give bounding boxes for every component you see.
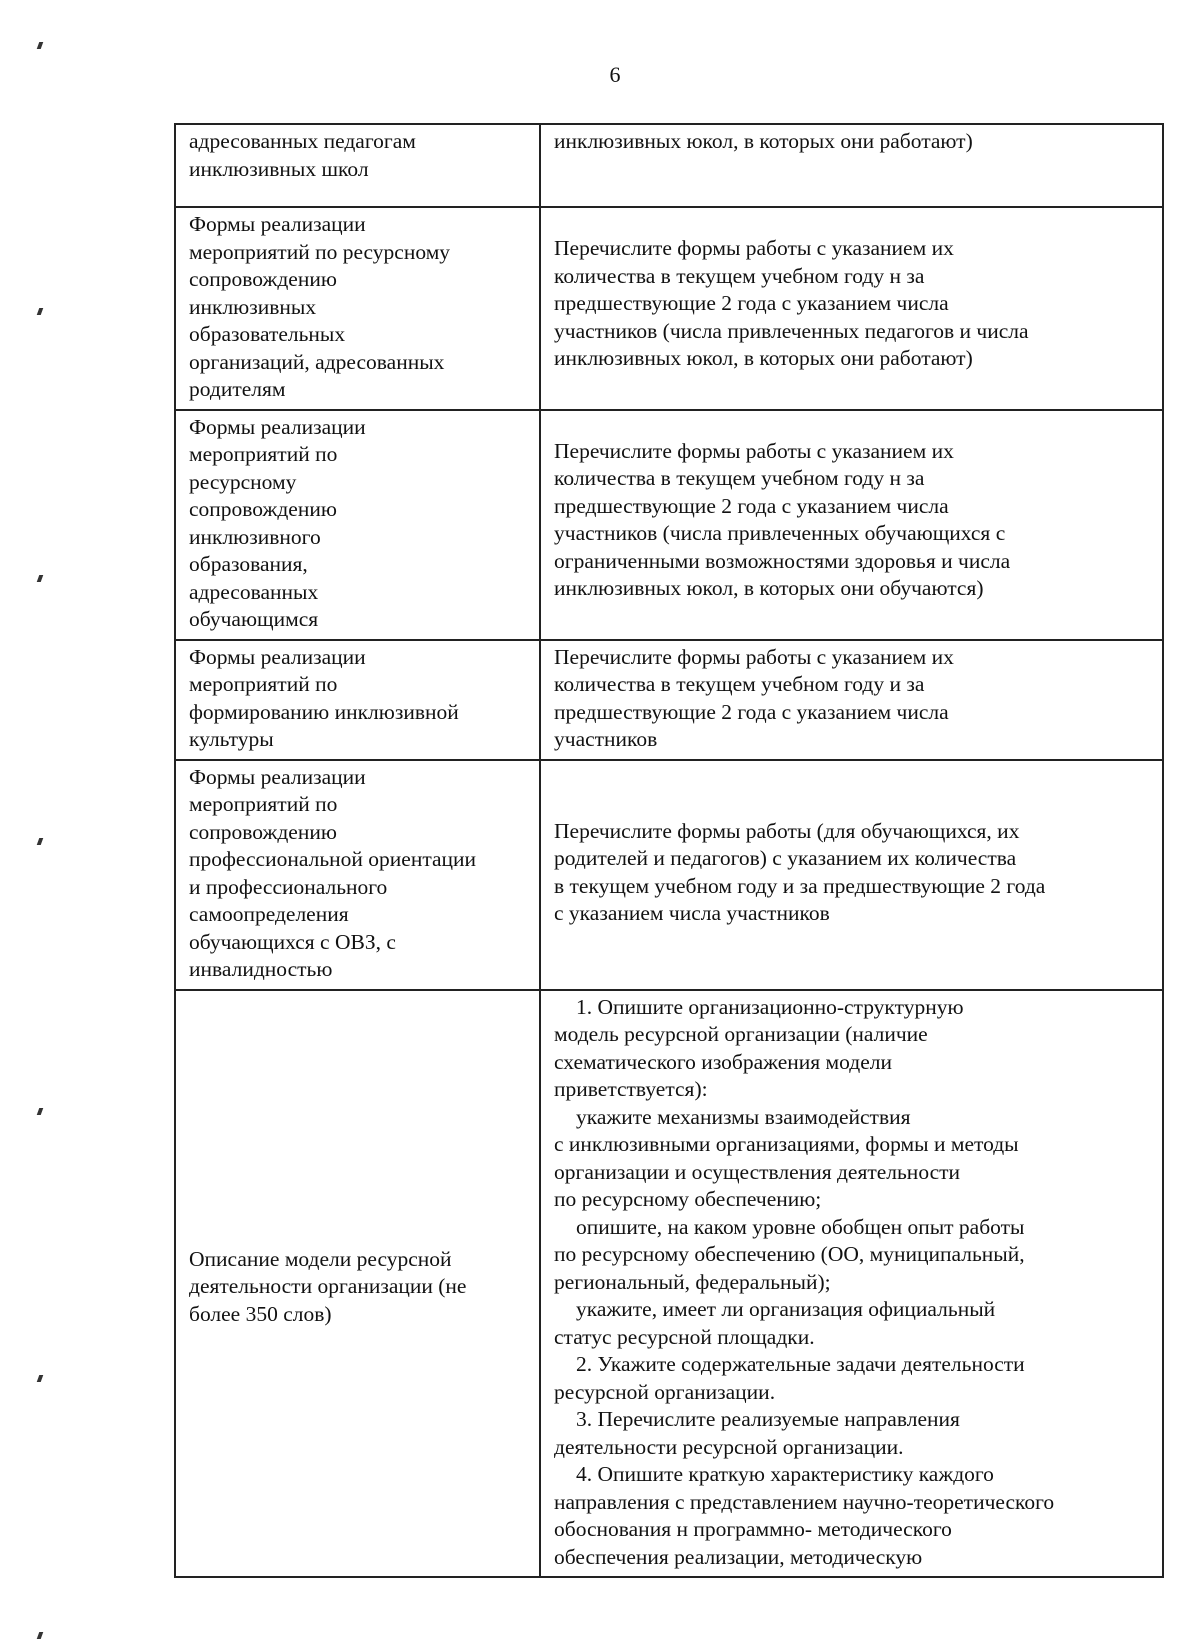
cell-line: укажите, имеет ли организация официальный: [576, 1297, 996, 1321]
cell-line: статус ресурсной площадки.: [554, 1324, 815, 1349]
cell-line: Формы реализации: [189, 414, 366, 439]
cell-line: обучающимся: [189, 607, 319, 631]
cell-line: адресованных педагогам: [189, 129, 416, 153]
table-cell-label: [175, 640, 540, 760]
scan-artifact: [37, 42, 44, 49]
cell-line: количества в текущем учебном году н за: [554, 466, 925, 490]
cell-line: родителей и педагогов) с указанием их количества: [554, 846, 1017, 870]
cell-line: сопровождению: [189, 819, 337, 844]
cell-line: 4. Опишите краткую характеристику каждого: [576, 1462, 994, 1486]
cell-line: организации и осуществления деятельности: [554, 1159, 961, 1184]
cell-line: по ресурсному обеспечению;: [554, 1187, 822, 1211]
cell-line: предшествующие 2 года с указанием числа: [554, 699, 949, 724]
cell-line: по ресурсному обеспечению (ОО, муниципальный,: [554, 1242, 1025, 1266]
cell-line: с указанием числа участников: [554, 901, 830, 925]
table-row: [175, 760, 1163, 990]
cell-line: ресурсному: [189, 469, 297, 494]
cell-line: количества в текущем учебном году н за: [554, 263, 925, 288]
cell-line: обучающихся с ОВЗ, с: [189, 929, 396, 954]
cell-line: с инклюзивными организациями, формы и методы: [554, 1132, 1019, 1156]
scan-artifact: [37, 1375, 44, 1382]
cell-line: ограниченными возможностями здоровья и числа: [554, 548, 1011, 573]
cell-line: 3. Перечислите реализуемые направления: [576, 1407, 960, 1431]
table-cell-description: [540, 760, 1163, 990]
cell-line: в текущем учебном году и за предшествующие 2 года: [554, 873, 1046, 898]
table-row: [175, 640, 1163, 760]
cell-line: деятельности ресурсной организации.: [554, 1434, 904, 1459]
cell-line: 2. Укажите содержательные задачи деятельности: [576, 1352, 1025, 1376]
cell-line: инклюзивных юкол, в которых они работают): [554, 129, 973, 153]
table-cell-description: [540, 207, 1163, 410]
cell-line: мероприятий по: [189, 672, 338, 696]
cell-line: Перечислите формы работы с указанием их: [554, 644, 954, 669]
cell-line: инклюзивных: [189, 294, 317, 319]
cell-line: адресованных: [189, 579, 319, 604]
cell-line: 1. Опишите организационно-структурную: [576, 994, 964, 1019]
cell-line: участников: [554, 727, 658, 751]
table-cell-description: [540, 124, 1163, 207]
table-row: [175, 990, 1163, 1578]
table-row: [175, 410, 1163, 640]
cell-line: Формы реализации: [189, 212, 366, 236]
cell-line: схематического изображения модели: [554, 1049, 893, 1074]
cell-line: Перечислите формы работы с указанием их: [554, 236, 954, 260]
cell-line: приветствуется):: [554, 1077, 708, 1101]
cell-line: сопровождению: [189, 497, 337, 521]
cell-line: обеспечения реализации, методическую: [554, 1544, 923, 1569]
cell-line: Описание модели ресурсной: [189, 1246, 452, 1271]
cell-line: инвалидностью: [189, 957, 333, 981]
cell-line: предшествующие 2 года с указанием числа: [554, 493, 949, 518]
cell-line: мероприятий по ресурсному: [189, 239, 451, 264]
cell-line: самоопределения: [189, 902, 349, 926]
scan-artifact: [37, 838, 44, 845]
cell-line: обоснования н программно- методического: [554, 1517, 952, 1541]
table-cell-label: [175, 760, 540, 990]
table-cell-description: [540, 990, 1163, 1578]
table-cell-label: [175, 990, 540, 1578]
cell-line: и профессионального: [189, 874, 388, 899]
cell-line: формированию инклюзивной: [189, 699, 459, 724]
page-number: 6: [609, 62, 621, 87]
cell-line: модель ресурсной организации (наличие: [554, 1022, 928, 1046]
table-cell-description: [540, 410, 1163, 640]
cell-line: образовательных: [189, 322, 346, 346]
cell-line: ресурсной организации.: [554, 1379, 776, 1404]
cell-line: инклюзивных юкол, в которых они работают): [554, 346, 973, 370]
cell-line: Перечислите формы работы (для обучающихся, их: [554, 818, 1020, 843]
scan-artifact: [37, 308, 44, 315]
cell-line: Перечислите формы работы с указанием их: [554, 438, 954, 463]
cell-line: родителям: [189, 377, 286, 401]
cell-line: участников (числа привлеченных обучающихся с: [554, 521, 1006, 545]
table-cell-description: [540, 640, 1163, 760]
cell-line: инклюзивных юкол, в которых они обучаются): [554, 576, 984, 600]
cell-line: Формы реализации: [189, 644, 366, 669]
cell-line: мероприятий по: [189, 442, 338, 466]
table-cell-label: [175, 124, 540, 207]
cell-line: укажите механизмы взаимодействия: [576, 1104, 911, 1129]
cell-line: количества в текущем учебном году и за: [554, 672, 925, 696]
table-cell-label: [175, 207, 540, 410]
cell-line: участников (числа привлеченных педагогов и числа: [554, 318, 1029, 343]
cell-line: мероприятий по: [189, 792, 338, 816]
cell-line: инклюзивных школ: [189, 156, 369, 181]
cell-line: предшествующие 2 года с указанием числа: [554, 291, 949, 315]
cell-line: региональный, федеральный);: [554, 1269, 831, 1294]
table-row: [175, 124, 1163, 207]
cell-line: образования,: [189, 552, 308, 576]
cell-line: культуры: [189, 727, 274, 751]
scan-artifact: [37, 1632, 44, 1639]
table-cell-label: [175, 410, 540, 640]
requirements-table: [174, 123, 1164, 1578]
cell-line: опишите, на каком уровне обобщен опыт работы: [576, 1214, 1025, 1239]
scan-artifact: [37, 1108, 44, 1115]
cell-line: Формы реализации: [189, 764, 366, 789]
table-row: [175, 207, 1163, 410]
cell-line: организаций, адресованных: [189, 349, 445, 374]
cell-line: сопровождению: [189, 267, 337, 291]
cell-line: более 350 слов): [189, 1301, 332, 1326]
cell-line: деятельности организации (не: [189, 1274, 467, 1298]
cell-line: направления с представлением научно-теоретического: [554, 1489, 1055, 1514]
cell-line: профессиональной ориентации: [189, 847, 477, 871]
scan-artifact: [37, 575, 44, 582]
cell-line: инклюзивного: [189, 524, 321, 549]
